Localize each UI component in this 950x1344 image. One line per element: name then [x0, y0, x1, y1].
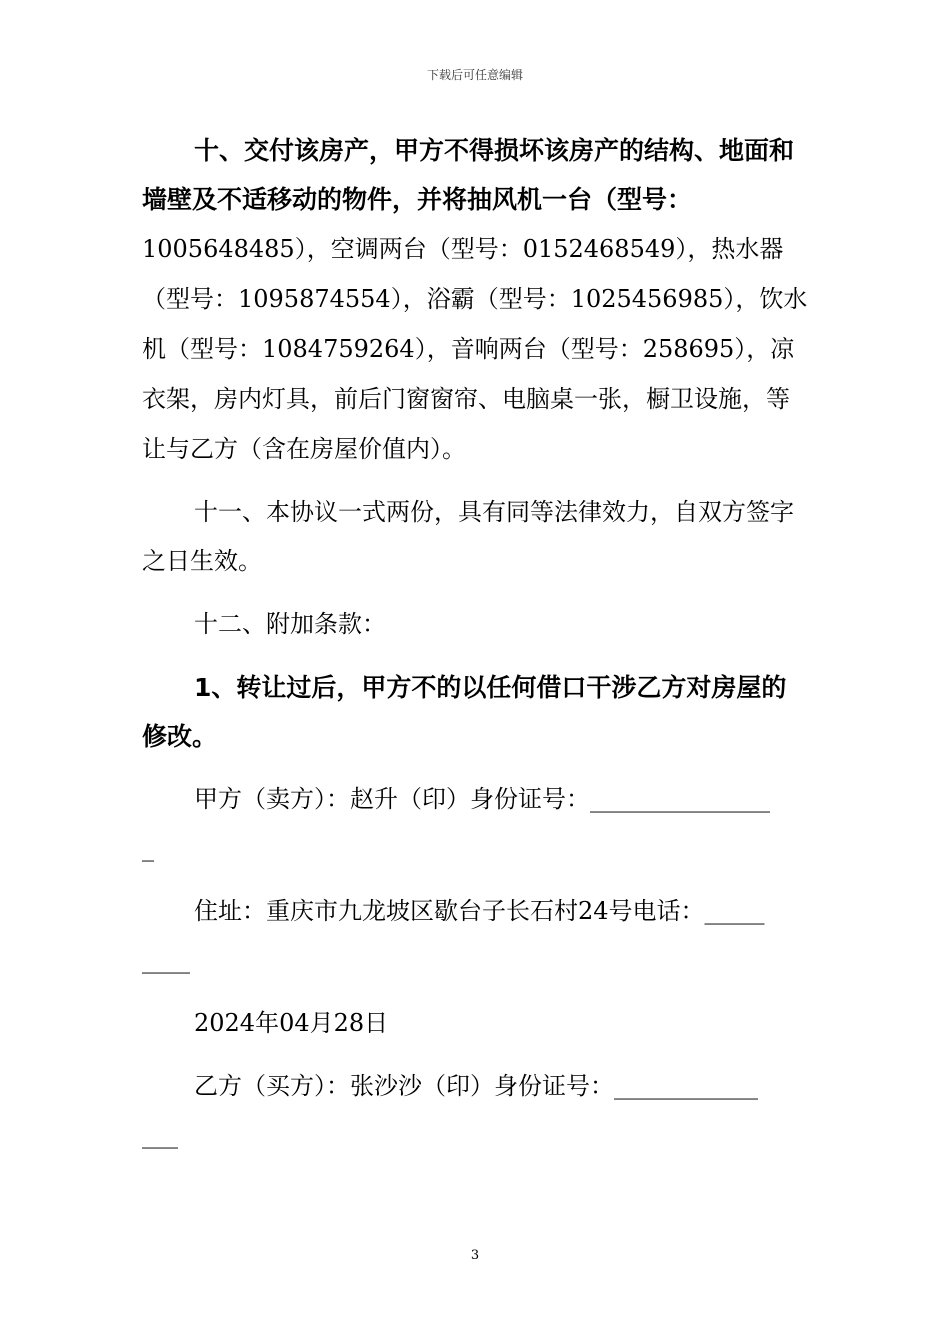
- extra-clause-1: 1、转让过后，甲方不的以任何借口干涉乙方对房屋的修改。: [142, 673, 787, 751]
- clause-12: 十二、附加条款：: [194, 610, 386, 638]
- party-a-date: 2024年04月28日: [194, 1009, 389, 1037]
- clause-11: 十一、本协议一式两份，具有同等法律效力，自双方签字之日生效。: [142, 498, 794, 575]
- party-a-address: 住址：重庆市九龙坡区歇台子长石村24号电话：_____: [194, 897, 765, 925]
- clause-10-plain: 1005648485），空调两台（型号：0152468549），热水器（型号：1095874554），浴霸（型号：1025456985），饮水机（型号：1084759264），音响两台（型号：258695），凉衣架，房内灯具，前后门窗窗帘、电脑桌一张，橱卫设施，等让与乙方（含在房屋价值内）。: [142, 235, 808, 463]
- page-number: 3: [470, 1248, 480, 1263]
- party-b-line: 乙方（买方）：张沙沙（印）身份证号：____________: [194, 1072, 758, 1100]
- party-a-line-cont: _: [142, 834, 154, 862]
- party-a-address-cont: ____: [142, 946, 190, 974]
- party-a-line: 甲方（卖方）：赵升（印）身份证号：_______________: [194, 785, 770, 813]
- clause-10-bold: 十、交付该房产，甲方不得损坏该房产的结构、地面和墙壁及不适移动的物件，并将抽风机一台（型号：: [142, 136, 795, 214]
- clause-10: [142, 126, 810, 474]
- party-b-line-cont: ___: [142, 1121, 178, 1149]
- document-body: [142, 120, 810, 1160]
- page-header: 下载后可任意编辑: [426, 68, 523, 82]
